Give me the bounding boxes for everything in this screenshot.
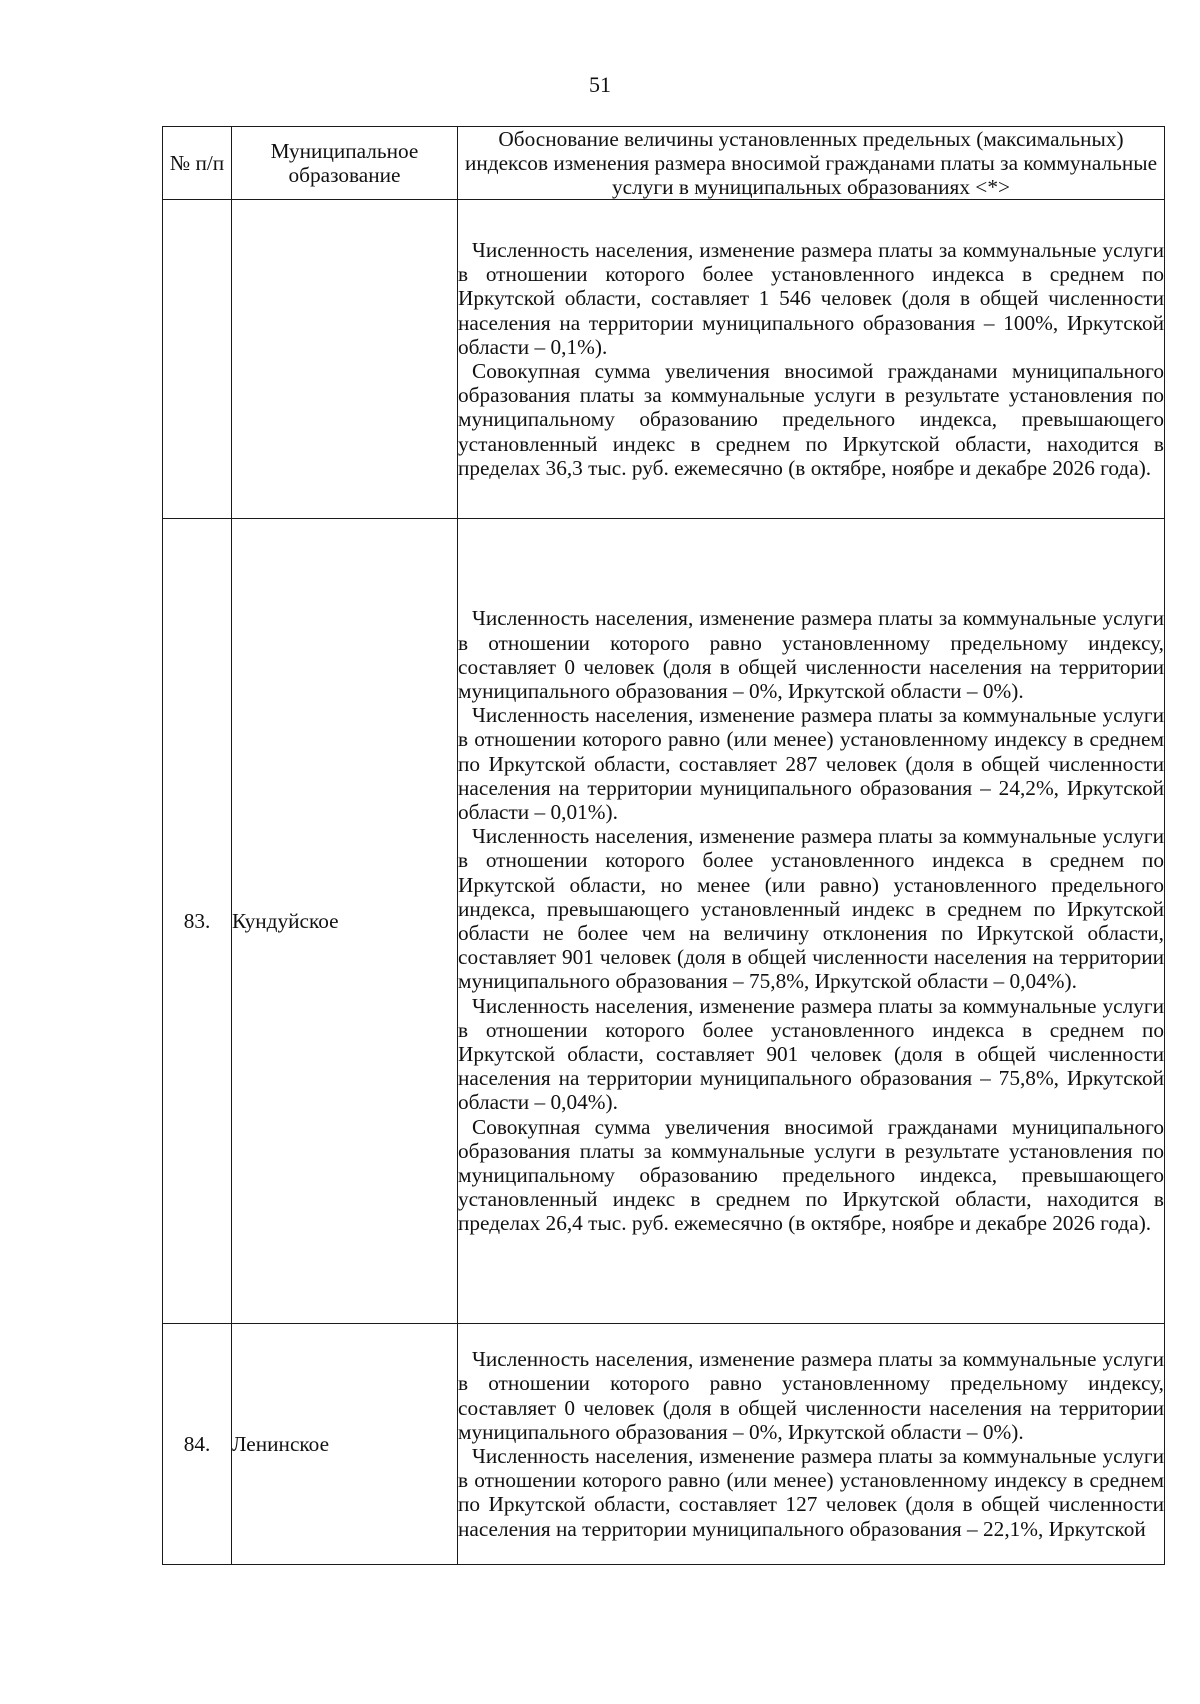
header-justification: Обоснование величины установленных предельных (максимальных) индексов изменения размера вносимой гражданами платы за коммунальные услуги в муниципальных образованиях <*> <box>458 127 1165 200</box>
justification-paragraph: Численность населения, изменение размера платы за коммунальные услуги в отношении которого равно (или менее) установленному индексу в среднем по Иркутской области, составляет 127 человек (доля в общей численности населения на территории муниципального образования – 22,1%, Иркутской <box>458 1444 1164 1541</box>
header-municipality: Муниципальное образование <box>232 127 458 200</box>
table-header-row <box>163 127 1165 200</box>
municipality-name: Ленинское <box>232 1324 458 1565</box>
justification-paragraph: Совокупная сумма увеличения вносимой гражданами муниципального образования платы за коммунальные услуги в результате установления по муниципальному образованию предельного индекса, превышающего установленный индекс в среднем по Иркутской области, находится в пределах 26,4 тыс. руб. ежемесячно (в октябре, ноябре и декабре 2026 года). <box>458 1114 1164 1236</box>
row-number: 83. <box>163 519 232 1324</box>
justification-paragraph: Численность населения, изменение размера платы за коммунальные услуги в отношении которого равно (или менее) установленному индексу в среднем по Иркутской области, составляет 287 человек (доля в общей численности населения на территории муниципального образования – 24,2%, Иркутской области – 0,01%). <box>458 703 1164 824</box>
justification-paragraph: Численность населения, изменение размера платы за коммунальные услуги в отношении которого равно установленному предельному индексу, составляет 0 человек (доля в общей численности населения на территории муниципального образования – 0%, Иркутской области – 0%). <box>458 606 1164 703</box>
justification-paragraph: Совокупная сумма увеличения вносимой гражданами муниципального образования платы за коммунальные услуги в результате установления по муниципальному образованию предельного индекса, превышающего установленный индекс в среднем по Иркутской области, находится в пределах 36,3 тыс. руб. ежемесячно (в октябре, ноябре и декабре 2026 года). <box>458 359 1164 480</box>
justification-paragraph: Численность населения, изменение размера платы за коммунальные услуги в отношении которого равно установленному предельному индексу, составляет 0 человек (доля в общей численности населения на территории муниципального образования – 0%, Иркутской области – 0%). <box>458 1347 1164 1444</box>
justification-cell <box>458 519 1165 1324</box>
table-row <box>163 1324 1165 1565</box>
municipality-name: Кундуйское <box>232 519 458 1324</box>
justification-paragraph: Численность населения, изменение размера платы за коммунальные услуги в отношении которого более установленного индекса в среднем по Иркутской области, составляет 1 546 человек (доля в общей численности населения на территории муниципального образования – 100%, Иркутской области – 0,1%). <box>458 237 1164 359</box>
row-number <box>163 200 232 519</box>
justification-cell <box>458 200 1165 519</box>
municipality-name <box>232 200 458 519</box>
table-row <box>163 519 1165 1324</box>
row-number: 84. <box>163 1324 232 1565</box>
tariff-index-table <box>162 126 1165 1565</box>
justification-paragraph: Численность населения, изменение размера платы за коммунальные услуги в отношении которого более установленного индекса в среднем по Иркутской области, составляет 901 человек (доля в общей численности населения на территории муниципального образования – 75,8%, Иркутской области – 0,04%). <box>458 993 1164 1115</box>
justification-paragraph: Численность населения, изменение размера платы за коммунальные услуги в отношении которого более установленного индекса в среднем по Иркутской области, но менее (или равно) установленного предельного индекса, превышающего установленный индекс в среднем по Иркутской области не более чем на величину отклонения по Иркутской области, составляет 901 человек (доля в общей численности населения на территории муниципального образования – 75,8%, Иркутской области – 0,04%). <box>458 824 1164 994</box>
table-row <box>163 200 1165 519</box>
justification-cell <box>458 1324 1165 1565</box>
header-number: № п/п <box>163 127 232 200</box>
page-number: 51 <box>589 72 611 97</box>
